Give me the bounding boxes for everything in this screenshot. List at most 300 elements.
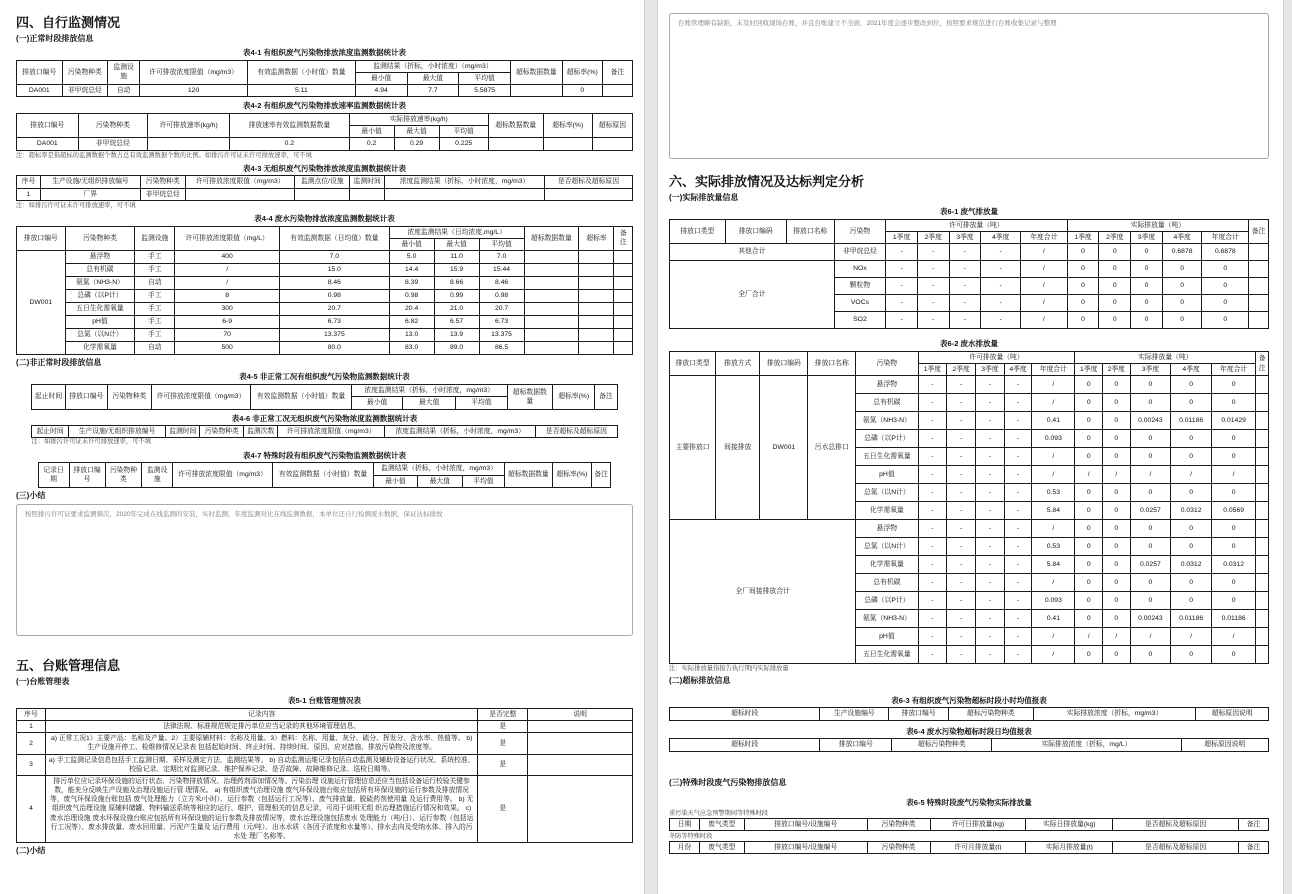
page-left xyxy=(0,0,645,894)
table-header-row xyxy=(670,708,1269,720)
data-cell: - xyxy=(1004,484,1032,502)
header-cell: 超标原因说明 xyxy=(1196,708,1269,720)
table-row xyxy=(17,721,633,733)
header-cell: 最大值 xyxy=(394,126,439,138)
header-cell: 排放口编号 xyxy=(65,385,107,409)
header-cell: 生产设施/无组织排放编号 xyxy=(68,426,166,438)
header-cell: 排放口编码 xyxy=(760,351,808,375)
data-cell: / xyxy=(1032,646,1075,664)
table-row xyxy=(17,329,633,342)
data-cell xyxy=(1256,376,1269,394)
header-cell: 许可排放浓度限值（mg/m3） xyxy=(185,176,295,188)
data-cell: / xyxy=(1020,312,1067,329)
data-cell: 120 xyxy=(140,85,248,97)
table-header-row xyxy=(17,176,633,188)
header-cell: 生产设施编号 xyxy=(820,708,889,720)
data-cell: - xyxy=(947,376,976,394)
data-cell: - xyxy=(1004,610,1032,628)
table-6-1-title: 表6-1 废气排放量 xyxy=(940,206,998,216)
header-cell: 超标时段 xyxy=(670,708,820,720)
data-cell: 0.0257 xyxy=(1130,502,1171,520)
special-period-label-heavy-pollution: 重污染天气应急预警期间等特殊时段 xyxy=(669,809,768,817)
data-cell: 总有机碳 xyxy=(856,394,918,412)
data-cell: 8.66 xyxy=(434,277,479,290)
table-6-5-title: 表6-5 特殊时段废气污染物实际排放量 xyxy=(906,797,1032,807)
data-cell: 法律法规、标准规范规定排污单位应当记录的其他环境管理信息。 xyxy=(45,721,477,733)
data-cell: - xyxy=(976,556,1005,574)
table-6-3-title: 表6-3 有组织废气污染物超标时段小时均值报表 xyxy=(891,695,1047,705)
data-cell: - xyxy=(947,448,976,466)
header-cell: 超标数据数量 xyxy=(524,226,579,250)
data-cell xyxy=(602,85,632,97)
table-4-6-title: 表4-6 非正常工况无组织废气污染物浓度监测数据统计表 xyxy=(231,413,418,423)
data-cell: 6.82 xyxy=(389,316,434,329)
table-6-3 xyxy=(669,707,1269,720)
header-cell: 排放口类型 xyxy=(670,219,726,243)
data-cell: / xyxy=(1211,628,1255,646)
data-cell: 颗粒物 xyxy=(834,278,886,295)
header-cell: 备注 xyxy=(591,463,611,487)
data-cell: 0 xyxy=(1202,312,1249,329)
data-cell: 总磷（以P计） xyxy=(65,290,135,303)
data-cell: 5.0 xyxy=(389,251,434,264)
data-cell: 0.41 xyxy=(1032,610,1075,628)
data-cell: 0 xyxy=(1202,295,1249,312)
table-row xyxy=(17,303,633,316)
data-cell: 6.73 xyxy=(479,316,524,329)
table-6-5-daily xyxy=(669,818,1269,831)
data-cell xyxy=(528,754,633,775)
data-cell: 0 xyxy=(1102,376,1130,394)
header-cell: 排放口编码 xyxy=(725,219,786,243)
header-cell: 实际月排放量(t) xyxy=(1026,842,1113,854)
data-cell: 0 xyxy=(1067,261,1099,278)
data-cell: 0 xyxy=(1131,261,1163,278)
data-cell xyxy=(528,733,633,754)
data-cell: 手工 xyxy=(135,264,175,277)
data-cell: - xyxy=(947,610,976,628)
data-cell: 0.29 xyxy=(394,138,439,150)
data-cell: 0 xyxy=(1211,538,1255,556)
data-cell: - xyxy=(918,538,947,556)
data-cell: - xyxy=(947,538,976,556)
data-cell: 21.0 xyxy=(434,303,479,316)
data-cell: / xyxy=(1102,466,1130,484)
data-cell: / xyxy=(1032,628,1075,646)
header-cell: 起止时间 xyxy=(32,385,65,409)
data-cell: / xyxy=(1032,448,1075,466)
data-cell xyxy=(524,329,579,342)
data-cell: 7.7 xyxy=(407,85,459,97)
data-cell: - xyxy=(1004,466,1032,484)
data-cell: 500 xyxy=(175,342,280,355)
table-6-4-title: 表6-4 废水污染物超标时段日均值报表 xyxy=(906,726,1032,736)
header-cell: 3季度 xyxy=(1130,364,1171,376)
subsection-exceed-emission: (二)超标排放信息 xyxy=(669,676,731,686)
data-cell: 0 xyxy=(1102,520,1130,538)
data-cell: 排污单位应记录环保设施的运行状态、污染物排放情况、治理药剂添加情况等。污染治理 设施运行管理信息还应当包括设备运行校验关键参数，能充分反映生产设施及治理设施运行管 理情况。 a) 有组织废气治理设施 废气环保设施台账应包括所有环保设施的运行参数及排放情况等，废气环保设施台账包括 废气处理能力（立方米/小时）、运行参数（包括运行工况等）、废气排放量、脱硫药剂使用量 及运行费用等。 b) 无组织废气治理设施 原辅料储罐、物料输送系统等相应的运行、维护、管理相关的信息记录，可用于说明无组 织治理措施运行情况和效果。 c) 废水治理设施 废水环保设施台账应包括所有环保设施的运行参数及排放情况等，废水治理设施包括废水 处理能力（吨/日）、运行参数（包括运行工况等）、废水排放量、废水回用量、污泥产生量及 运行费用（元/吨）、出水水质（各因子浓度和水量等）、排水去向及受纳水体、排入的污水处 理厂名称等。 xyxy=(45,775,477,842)
data-cell xyxy=(350,188,385,200)
data-cell: 70 xyxy=(175,329,280,342)
data-cell xyxy=(1256,628,1269,646)
header-cell: 序号 xyxy=(17,708,46,720)
data-cell: / xyxy=(1102,628,1130,646)
header-cell: 浓度监测结果（折标，小时浓度，mg/m3） xyxy=(385,426,536,438)
data-cell: 0 xyxy=(1075,592,1103,610)
table-4-6 xyxy=(31,425,617,438)
header-cell: 是否超标及超标原因 xyxy=(1113,818,1239,830)
data-cell: 自动 xyxy=(135,277,175,290)
header-cell: 污染物种类 xyxy=(867,842,930,854)
data-cell xyxy=(1256,430,1269,448)
data-cell: - xyxy=(947,430,976,448)
data-cell xyxy=(579,290,614,303)
data-cell: / xyxy=(1032,574,1075,592)
table xyxy=(16,175,633,200)
data-cell: 0 xyxy=(1211,484,1255,502)
data-cell xyxy=(579,329,614,342)
header-cell: 1季度 xyxy=(1067,231,1099,243)
header-cell: 排放口编号 xyxy=(17,60,63,84)
header-cell: 监测时间 xyxy=(350,176,385,188)
data-cell xyxy=(543,138,592,150)
table-row xyxy=(17,342,633,355)
page-right xyxy=(657,0,1284,894)
data-cell: 是 xyxy=(478,775,528,842)
data-cell: - xyxy=(1004,502,1032,520)
header-cell: 排放口编号 xyxy=(69,463,105,487)
data-cell: 手工 xyxy=(135,329,175,342)
header-cell: 污染物 xyxy=(834,219,886,243)
data-cell: 0 xyxy=(1067,295,1099,312)
table-4-2 xyxy=(16,113,633,151)
data-cell: - xyxy=(981,261,1021,278)
data-cell: 0.53 xyxy=(1032,538,1075,556)
data-cell: 0 xyxy=(1171,520,1212,538)
data-cell: 8.39 xyxy=(389,277,434,290)
section-4-heading: 四、自行监测情况 xyxy=(16,15,121,30)
data-cell xyxy=(528,721,633,733)
data-cell: 0 xyxy=(1211,430,1255,448)
data-cell: 0 xyxy=(1102,574,1130,592)
data-cell: - xyxy=(917,261,949,278)
data-cell xyxy=(524,303,579,316)
subsection-summary-2: (二)小结 xyxy=(16,846,46,856)
data-cell: - xyxy=(886,295,918,312)
table-row xyxy=(17,188,633,200)
data-cell: 0 xyxy=(1162,278,1202,295)
data-cell: 7.0 xyxy=(479,251,524,264)
data-cell xyxy=(579,303,614,316)
header-cell: 污染物种类 xyxy=(65,226,135,250)
data-cell: - xyxy=(947,484,976,502)
data-cell: 13.9 xyxy=(434,329,479,342)
data-cell: 0 xyxy=(1202,261,1249,278)
data-cell: - xyxy=(918,394,947,412)
data-cell xyxy=(524,342,579,355)
data-cell: - xyxy=(981,278,1021,295)
data-cell: 0 xyxy=(1130,592,1171,610)
header-cell: 2季度 xyxy=(917,231,949,243)
header-cell: 是否超标及超标原因 xyxy=(544,176,632,188)
data-cell: 是 xyxy=(478,721,528,733)
data-cell: - xyxy=(947,412,976,430)
header-cell: 起止时间 xyxy=(32,426,68,438)
header-cell: 平均值 xyxy=(479,238,524,250)
data-cell: - xyxy=(976,538,1005,556)
header-cell: 3季度 xyxy=(976,364,1005,376)
data-cell: 0 xyxy=(1067,312,1099,329)
header-cell: 许可月排放量(t) xyxy=(930,842,1026,854)
table-row xyxy=(17,733,633,754)
data-cell: 0 xyxy=(1211,376,1255,394)
header-cell: 有效监测数据（小时值）数量 xyxy=(251,385,352,409)
data-cell xyxy=(1256,394,1269,412)
header-cell: 污染物种类 xyxy=(200,426,244,438)
data-cell xyxy=(1256,484,1269,502)
data-cell: 0 xyxy=(1202,278,1249,295)
data-cell: - xyxy=(949,278,981,295)
data-cell: 自动 xyxy=(108,85,140,97)
data-cell: 非甲烷总烃 xyxy=(62,85,108,97)
data-cell: - xyxy=(981,295,1021,312)
data-cell: 0.98 xyxy=(479,290,524,303)
header-cell: 超标率(%) xyxy=(552,463,591,487)
header-cell: 平均值 xyxy=(456,397,507,409)
table-header-row xyxy=(670,219,1269,231)
header-cell: 4季度 xyxy=(981,231,1021,243)
header-cell: 1季度 xyxy=(918,364,947,376)
table xyxy=(669,818,1269,831)
data-cell: 0 xyxy=(1075,556,1103,574)
data-cell: 13.375 xyxy=(280,329,390,342)
data-cell: 0 xyxy=(1131,295,1163,312)
data-cell: pH值 xyxy=(65,316,135,329)
data-cell: - xyxy=(976,484,1005,502)
data-cell: 非甲烷总烃 xyxy=(834,244,886,261)
header-cell: 平均值 xyxy=(459,72,511,84)
data-cell xyxy=(614,264,633,277)
data-cell: - xyxy=(918,592,947,610)
data-cell: 0 xyxy=(1099,278,1131,295)
data-cell: 0 xyxy=(562,85,602,97)
data-cell xyxy=(524,264,579,277)
data-cell: 6-9 xyxy=(175,316,280,329)
data-cell: 五日生化需氧量 xyxy=(856,646,918,664)
header-cell: 3季度 xyxy=(1131,231,1163,243)
data-cell: 0 xyxy=(1099,312,1131,329)
data-cell: a) 手工监测记录信息包括手工监测日期、采样及测定方法、监测结果等。 b) 自动监测运维记录包括自动监测及辅助设备运行状况、系统校准、校验记录、定期比对监测记录、维护保养记录、是否故障、故障维修记录、巡检日期等。 xyxy=(45,754,477,775)
table-header-row xyxy=(670,351,1269,363)
data-cell: 5.84 xyxy=(1032,556,1075,574)
data-cell: - xyxy=(976,574,1005,592)
data-cell xyxy=(1256,448,1269,466)
data-cell: 0 xyxy=(1130,574,1171,592)
data-cell: 0 xyxy=(1102,592,1130,610)
data-cell: VOCs xyxy=(834,295,886,312)
data-cell: 4.94 xyxy=(355,85,407,97)
data-cell xyxy=(579,342,614,355)
table xyxy=(31,425,617,438)
data-cell: 83.0 xyxy=(389,342,434,355)
data-cell: 4 xyxy=(17,775,46,842)
header-cell: 超标率(%) xyxy=(562,60,602,84)
table-row xyxy=(17,775,633,842)
data-cell: - xyxy=(949,261,981,278)
data-cell: 0 xyxy=(1211,592,1255,610)
data-cell: 0 xyxy=(1075,502,1103,520)
data-cell: 0 xyxy=(1171,484,1212,502)
data-cell: 0 xyxy=(1075,646,1103,664)
header-cell: 实际排放量（吨） xyxy=(1067,219,1248,231)
data-cell xyxy=(524,290,579,303)
header-cell: 年度合计 xyxy=(1032,364,1075,376)
table xyxy=(16,60,633,98)
subsection-special-period: (三)特殊时段废气污染物排放信息 xyxy=(669,777,787,787)
data-cell: 全厂间接排放合计 xyxy=(670,520,856,664)
data-cell: 0.00243 xyxy=(1130,412,1171,430)
data-cell xyxy=(1256,574,1269,592)
header-cell: 实际排放浓度（折标，mg/m3） xyxy=(1033,708,1196,720)
table xyxy=(669,219,1269,329)
header-cell: 是否超标及超标原因 xyxy=(1113,842,1239,854)
data-cell xyxy=(614,251,633,264)
header-cell: 平均值 xyxy=(439,126,488,138)
data-cell: 0 xyxy=(1102,502,1130,520)
header-cell: 是否超标及超标原因 xyxy=(536,426,617,438)
header-cell: 最大值 xyxy=(434,238,479,250)
data-cell: 0 xyxy=(1099,295,1131,312)
ledger-summary-textbox[interactable]: 台账管理略有缺陷，未及时回收现场台账，并且台账建立不全面，2021年度会逐步整改到位，按照要求规范进行台账收集记录与整理 xyxy=(669,13,1269,159)
header-cell: 最大值 xyxy=(407,72,459,84)
data-cell: - xyxy=(917,312,949,329)
header-cell: 浓度监测结果（折标，小时浓度，mg/m3） xyxy=(385,176,545,188)
data-cell: 0 xyxy=(1075,520,1103,538)
table-row xyxy=(670,376,1269,394)
data-cell: 0 xyxy=(1131,312,1163,329)
data-cell: 5.11 xyxy=(247,85,355,97)
table-4-6-note: 注：如排污许可证未许可排放速率，可不填 xyxy=(31,438,152,446)
table-row xyxy=(670,261,1269,278)
header-cell: 污染物种类 xyxy=(62,60,108,84)
data-cell: 1 xyxy=(17,721,46,733)
table-6-2-title: 表6-2 废水排放量 xyxy=(940,339,998,349)
data-cell xyxy=(1256,592,1269,610)
data-cell: 0.0312 xyxy=(1211,556,1255,574)
header-cell: 说明 xyxy=(528,708,633,720)
data-cell: 主要排放口 xyxy=(670,376,716,520)
data-cell: 80.0 xyxy=(280,342,390,355)
data-cell xyxy=(1256,466,1269,484)
header-cell: 许可排放浓度限值（mg/L） xyxy=(175,226,280,250)
data-cell: 总磷（以P计） xyxy=(856,430,918,448)
header-cell: 许可排放量（吨） xyxy=(886,219,1067,231)
data-cell: 89.0 xyxy=(434,342,479,355)
data-cell: 氨氮（NH3-N） xyxy=(65,277,135,290)
data-cell: - xyxy=(917,278,949,295)
data-cell: 污水总排口 xyxy=(808,376,856,520)
header-cell: 年度合计 xyxy=(1202,231,1249,243)
header-cell: 监测设施 xyxy=(142,463,173,487)
data-cell: - xyxy=(1004,448,1032,466)
subsection-normal-period: (一)正常时段排放信息 xyxy=(16,33,94,43)
data-cell: 0 xyxy=(1099,261,1131,278)
header-cell: 最大值 xyxy=(417,475,462,487)
header-cell: 有效监测数据（日均值）数量 xyxy=(280,226,390,250)
data-cell: 手工 xyxy=(135,290,175,303)
table xyxy=(669,351,1269,664)
data-cell: 2 xyxy=(17,733,46,754)
table-6-2-note: 注：实际排放量指报告执行期内实际排放量 xyxy=(669,665,789,673)
data-cell: 0 xyxy=(1130,376,1171,394)
header-cell: 监测结果（折标，小时浓度，mg/m3） xyxy=(374,463,505,475)
header-cell: 实际排放浓度（折标，mg/L） xyxy=(992,739,1181,751)
table-4-1-title: 表4-1 有组织废气污染物排放浓度监测数据统计表 xyxy=(243,47,406,57)
data-cell: a) 正常工况1）主要产品：名称及产量。2）主要原辅材料：名称及用量。3）燃料：名称、用量、灰分、硫分、挥发分、含水率、热值等。 b) 生产设施开停工、检维修情况记录表 包括起始时间、终止时间、持续时间、原因、应对措施、排放污染物及浓度等。 xyxy=(45,733,477,754)
data-cell: 悬浮物 xyxy=(65,251,135,264)
data-cell xyxy=(1256,646,1269,664)
data-cell: 0 xyxy=(1130,520,1171,538)
data-cell: 总氮（以N计） xyxy=(65,329,135,342)
header-cell: 许可排放浓度限值（mg/m3） xyxy=(151,385,250,409)
header-cell: 排放速率有效监测数据数量 xyxy=(230,114,350,138)
header-cell: 排放口编号/设施编号 xyxy=(744,818,867,830)
header-cell: 排放口类型 xyxy=(670,351,716,375)
data-cell: 总有机碳 xyxy=(65,264,135,277)
data-cell xyxy=(579,316,614,329)
data-cell: - xyxy=(1004,376,1032,394)
data-cell: - xyxy=(1004,520,1032,538)
data-cell xyxy=(1256,610,1269,628)
header-cell: 有效监测数据（小时值）数量 xyxy=(247,60,355,84)
data-cell: - xyxy=(947,466,976,484)
header-cell: 监测次数 xyxy=(244,426,278,438)
data-cell: 0 xyxy=(1130,430,1171,448)
data-cell xyxy=(1249,295,1269,312)
header-cell: 超标原因说明 xyxy=(1181,739,1268,751)
table-row xyxy=(670,520,1269,538)
header-cell: 许可排放浓度限值（mg/m3） xyxy=(278,426,385,438)
header-cell: 废气类型 xyxy=(699,842,744,854)
data-cell: 13.375 xyxy=(479,329,524,342)
data-cell: 总有机碳 xyxy=(856,574,918,592)
table-4-7 xyxy=(38,462,612,487)
data-cell: - xyxy=(1004,628,1032,646)
monitoring-summary-textbox[interactable]: 按照排污许可证要求监测频次，2020年完成在线监测的安装，实时监测，年度监测对比在线监测数据，本单位还自行检测废水数据，保证达标排放 xyxy=(16,504,633,636)
data-cell: 全厂合计 xyxy=(670,261,835,329)
data-cell: 15.9 xyxy=(434,264,479,277)
data-cell: 0 xyxy=(1075,412,1103,430)
data-cell: 0.53 xyxy=(1032,484,1075,502)
data-cell xyxy=(614,342,633,355)
header-cell: 监测时间 xyxy=(166,426,200,438)
data-cell: 0 xyxy=(1102,484,1130,502)
data-cell: 13.0 xyxy=(389,329,434,342)
data-cell: 0 xyxy=(1130,484,1171,502)
data-cell: / xyxy=(1075,466,1103,484)
header-cell: 4季度 xyxy=(1162,231,1202,243)
data-cell: 0.6878 xyxy=(1162,244,1202,261)
data-cell: / xyxy=(1211,466,1255,484)
table-row xyxy=(17,316,633,329)
data-cell: 0 xyxy=(1211,394,1255,412)
data-cell: - xyxy=(1004,538,1032,556)
header-cell: 超标污染物种类 xyxy=(949,708,1033,720)
header-cell: 序号 xyxy=(17,176,41,188)
header-cell: 1季度 xyxy=(1075,364,1103,376)
table-4-5 xyxy=(31,384,617,409)
data-cell: 20.7 xyxy=(479,303,524,316)
